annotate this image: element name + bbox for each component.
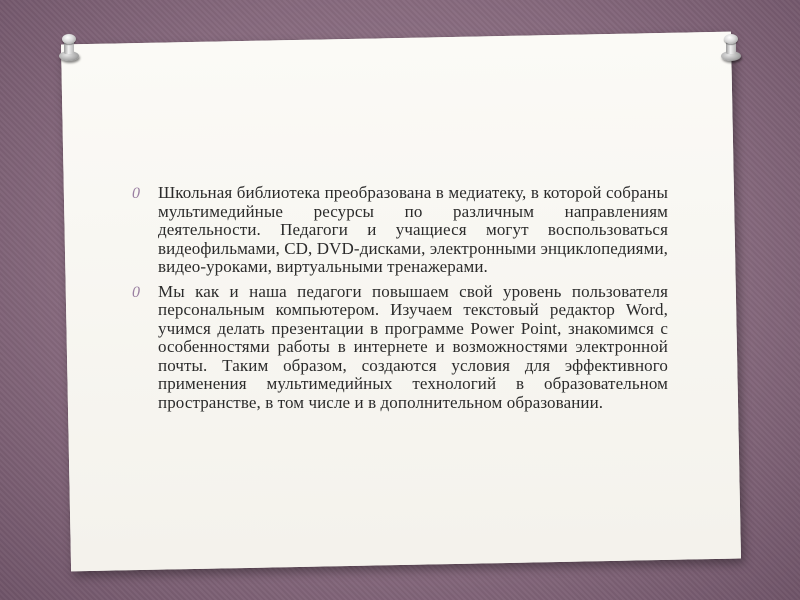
- bullet-item: [132, 184, 668, 277]
- bullet-text: Школьная библиотека преобразована в медиатеку, в которой собраны мультимедийные ресурсы по различным направлениям деятельности. Педагоги и учащиеся могут воспользоваться видеофильмами, CD, DVD-дисками, электронными энциклопедиями, видео-уроками, виртуальными тренажерами.: [158, 183, 668, 276]
- bullet-marker: 0: [132, 185, 140, 202]
- bullet-text: Мы как и наша педагоги повышаем свой уровень пользователя персональным компьютером. Изучаем текстовый редактор Word, учимся делать презентации в программе Power Point, знакомимся с особенностями работы в интернете и возможностями электронной почты. Таким образом, создаются условия для эффективного применения мультимедийных технологий в образовательном пространстве, в том числе и в дополнительном образовании.: [158, 281, 668, 412]
- bullet-item: [132, 283, 668, 413]
- pushpin-icon: [58, 34, 80, 64]
- slide-content: [132, 184, 668, 418]
- bullet-marker: 0: [132, 283, 140, 301]
- pushpin-icon: [720, 34, 742, 64]
